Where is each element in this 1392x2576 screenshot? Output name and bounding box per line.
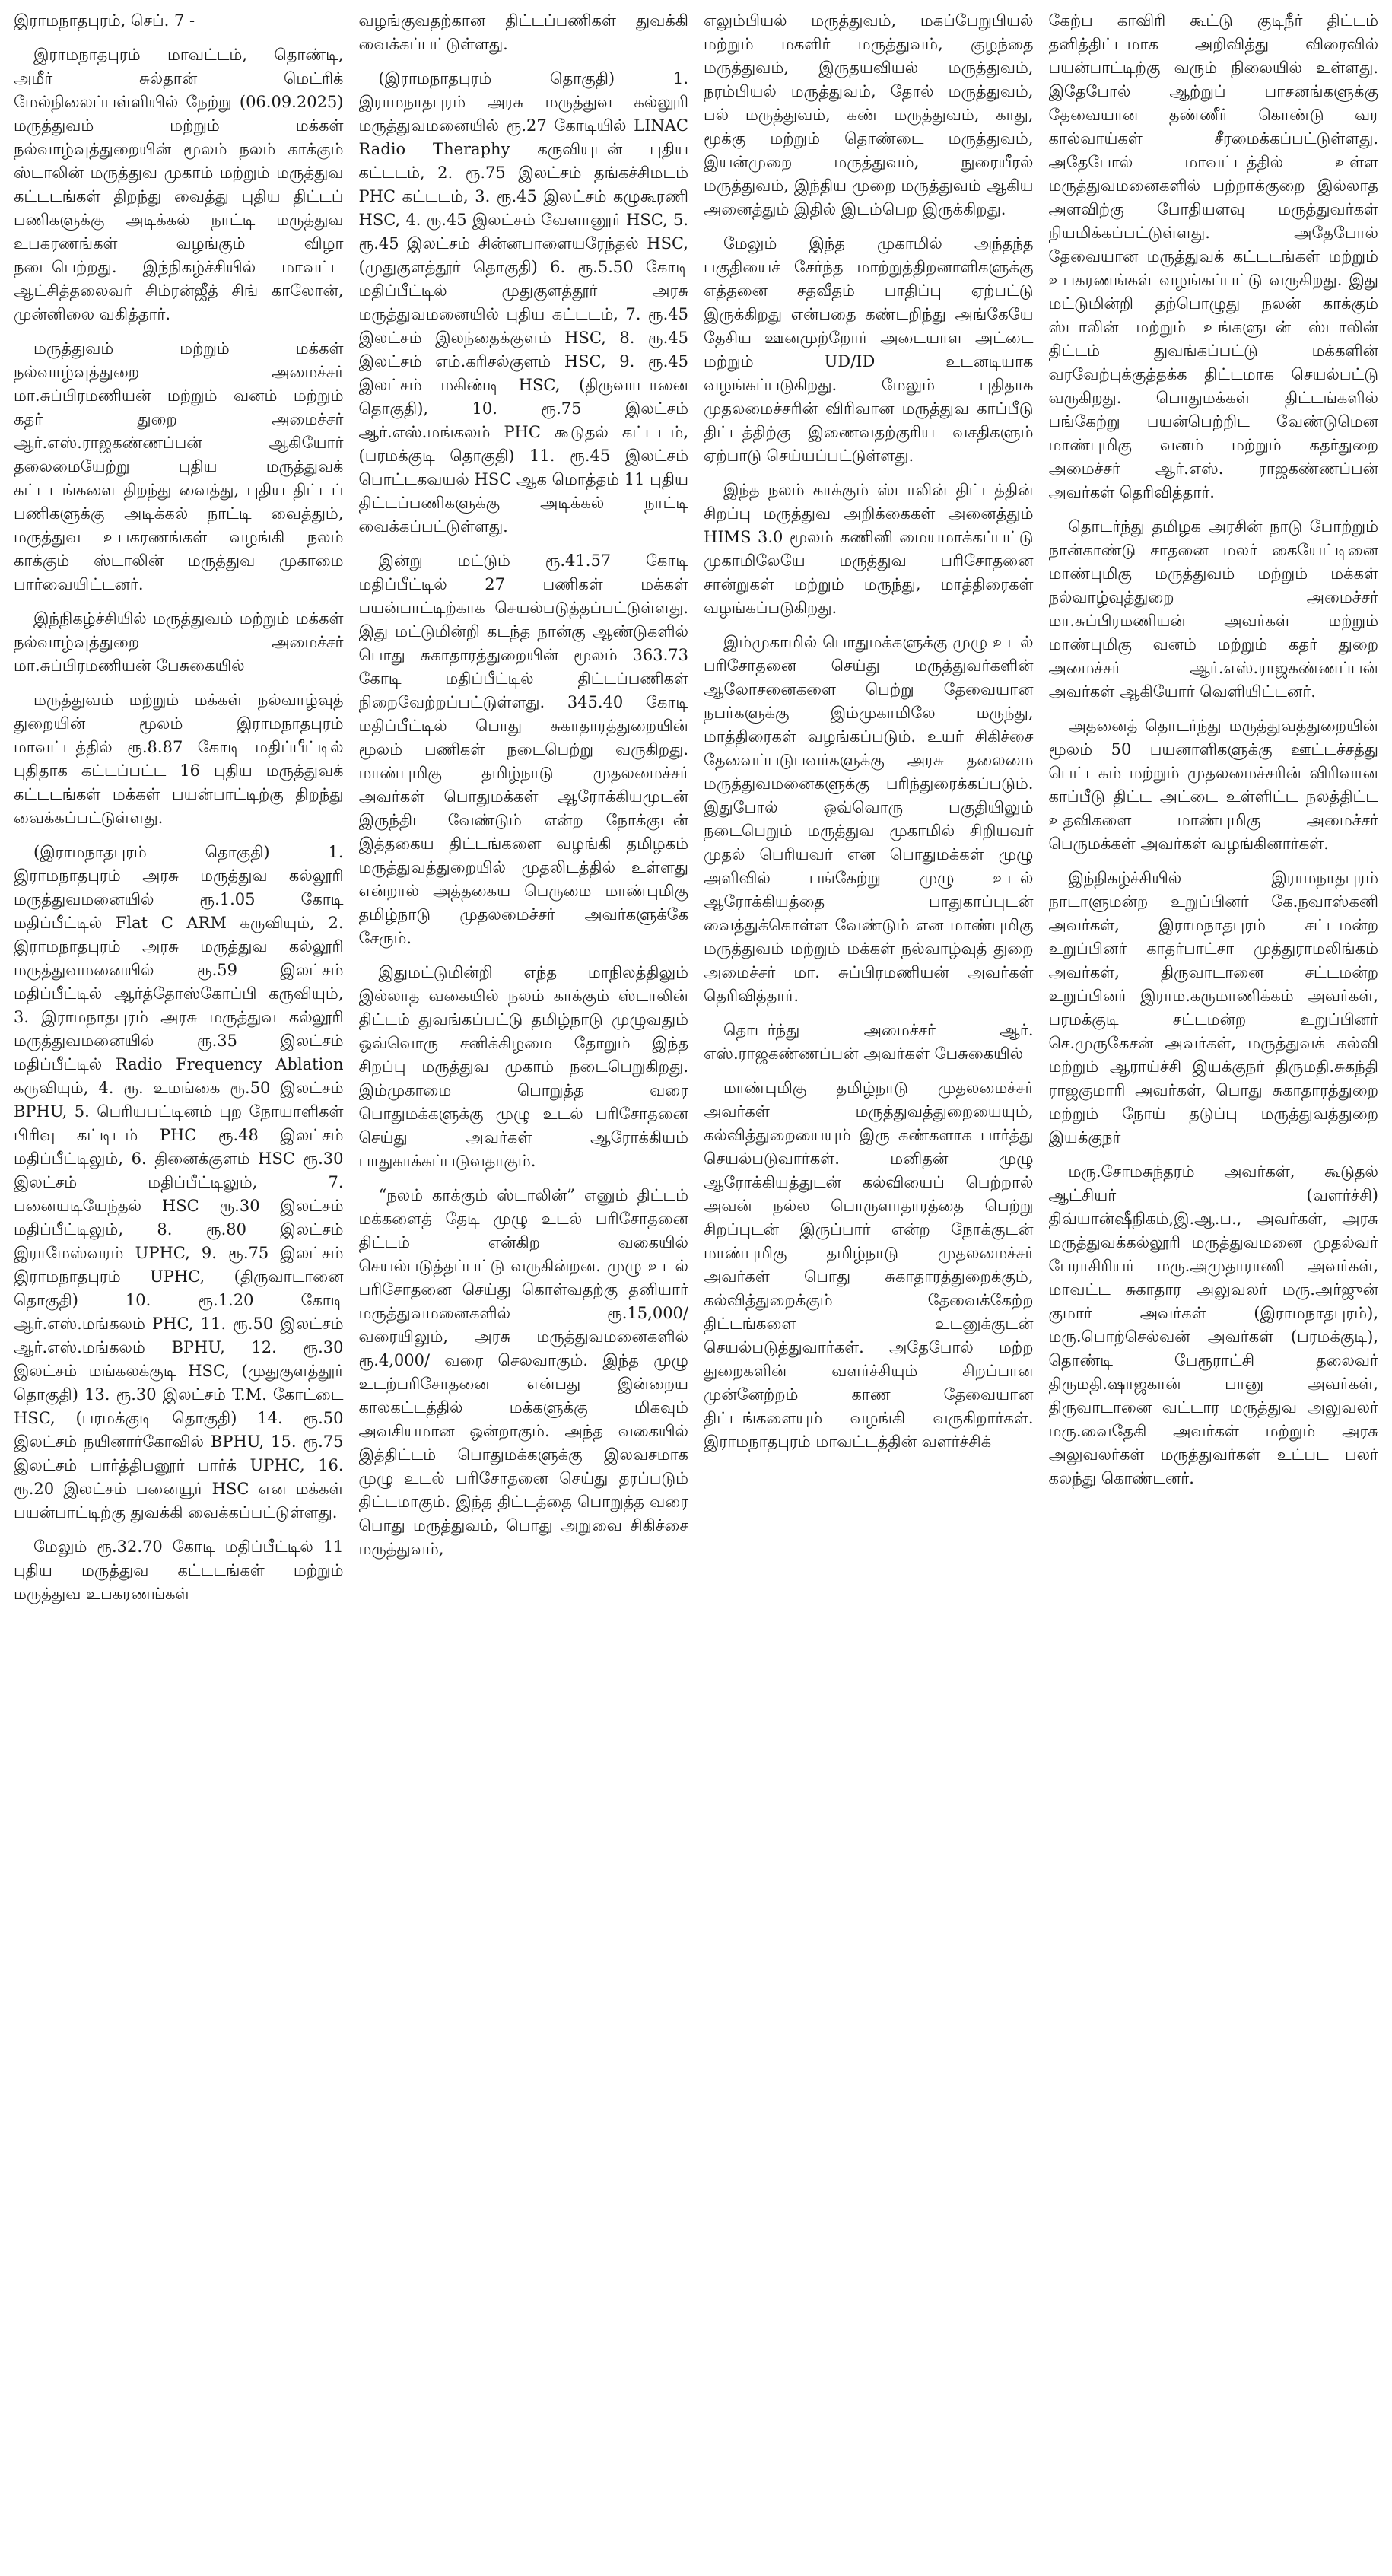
article-paragraph: இந்த நலம் காக்கும் ஸ்டாலின் திட்டத்தின் சிறப்பு மருத்துவ அறிக்கைகள் அனைத்தும் HIMS 3.0 மூலம் கணினி மையமாக்கப்பட்டு முகாமிலேயே மருத்துவ பரிசோதனை சான்றுகள் மற்றும் மருந்து, மாத்திரைகள் வழங்கப்படுகிறது. — [704, 481, 1034, 617]
article-paragraph: (இராமநாதபுரம் தொகுதி) 1. இராமநாதபுரம் அரசு மருத்துவ கல்லூரி மருத்துவமனையில் ரூ.1.05 கோடி மதிப்பீட்டில் Flat C ARM கருவியும், 2. இராமநாதபுரம் அரசு மருத்துவ கல்லூரி மருத்துவமனையில் ரூ.59 இலட்சம் மதிப்பீட்டில் ஆர்த்தோஸ்கோப்பி கருவியும், 3. இராமநாதபுரம் அரசு மருத்துவ கல்லூரி மருத்துவமனையில் ரூ.35 இலட்சம் மதிப்பீட்டில் Radio Frequency Ablation கருவியும், 4. ரூ. உமங்கை ரூ.50 இலட்சம் BPHU, 5. பெரியபட்டினம் புற நோயாளிகள் பிரிவு கட்டிடம் PHC ரூ.48 இலட்சம் மதிப்பீட்டிலும், 6. தினைக்குளம் HSC ரூ.30 இலட்சம் மதிப்பீட்டிலும், 7. பனையடியேந்தல் HSC ரூ.30 இலட்சம் மதிப்பீட்டிலும், 8. ரூ.80 இலட்சம் இராமேஸ்வரம் UPHC, 9. ரூ.75 இலட்சம் இராமநாதபுரம் UPHC, (திருவாடானை தொகுதி) 10. ரூ.1.20 கோடி ஆர்.எஸ்.மங்கலம் PHC, 11. ரூ.50 இலட்சம் ஆர்.எஸ்.மங்கலம் BPHU, 12. ரூ.30 இலட்சம் மங்கலக்குடி HSC, (முதுகுளத்தூர் தொகுதி) 13. ரூ.30 இலட்சம் T.M. கோட்டை HSC, (பரமக்குடி தொகுதி) 14. ரூ.50 இலட்சம் நயினார்கோவில் BPHU, 15. ரூ.75 இலட்சம் பார்த்திபனூர் பார்க் UPHC, 16. ரூ.20 இலட்சம் பனையூர் HSC என மக்கள் பயன்பாட்டிற்கு துவக்கி வைக்கப்பட்டுள்ளது. — [14, 843, 344, 1522]
article-column-3 — [704, 9, 1034, 2576]
dateline: இராமநாதபுரம், செப். 7 - — [14, 11, 195, 30]
article-paragraph: வழங்குவதற்கான திட்டப்பணிகள் துவக்கி வைக்கப்பட்டுள்ளது. — [358, 11, 688, 53]
article-paragraph: (இராமநாதபுரம் தொகுதி) 1. இராமநாதபுரம் அரசு மருத்துவ கல்லூரி மருத்துவமனையில் ரூ.27 கோடியில் LINAC Radio Theraphy கருவியுடன் புதிய கட்டடம், 2. ரூ.75 இலட்சம் தங்கச்சிமடம் PHC கட்டடம், 3. ரூ.45 இலட்சம் கழுகூரணி HSC, 4. ரூ.45 இலட்சம் வேளானூர் HSC, 5. ரூ.45 இலட்சம் சின்னபாளையரேந்தல் HSC, (முதுகுளத்தூர் தொகுதி) 6. ரூ.5.50 கோடி மதிப்பீட்டில் முதுகுளத்தூர் அரசு மருத்துவமனையில் புதிய கட்டடம், 7. ரூ.45 இலட்சம் இலந்தைக்குளம் HSC, 8. ரூ.45 இலட்சம் எம்.கரிசல்குளம் HSC, 9. ரூ.45 இலட்சம் மகிண்டி HSC, (திருவாடானை தொகுதி), 10. ரூ.75 இலட்சம் ஆர்.எஸ்.மங்கலம் PHC கூடுதல் கட்டடம், (பரமக்குடி தொகுதி) 11. ரூ.45 இலட்சம் பொட்டகவயல் HSC ஆக மொத்தம் 11 புதிய திட்டப்பணிகளுக்கு அடிக்கல் நாட்டி வைக்கப்பட்டுள்ளது. — [358, 69, 688, 536]
article-column-1 — [14, 9, 344, 2576]
article-paragraph: தொடர்ந்து தமிழக அரசின் நாடு போற்றும் நான்காண்டு சாதனை மலர் கையேட்டினை மாண்புமிகு மருத்துவம் மற்றும் மக்கள் நல்வாழ்வுத்துறை அமைச்சர் மா.சுப்பிரமணியன் அவர்கள் மற்றும் மாண்புமிகு வனம் மற்றும் கதர் துறை அமைச்சர் ஆர்.எஸ்.ராஜகண்ணப்பன் அவர்கள் ஆகியோர் வெளியிட்டனர். — [1048, 517, 1378, 701]
article-paragraph: மருத்துவம் மற்றும் மக்கள் நல்வாழ்வுத்துறை அமைச்சர் மா.சுப்பிரமணியன் மற்றும் வனம் மற்றும் கதர் துறை அமைச்சர் ஆர்.எஸ்.ராஜகண்ணப்பன் ஆகியோர் தலைமையேற்று புதிய மருத்துவக் கட்டடங்களை திறந்து வைத்து, புதிய திட்டப் பணிகளுக்கு அடிக்கல் நாட்டி வைத்தும், மருத்துவ உபகரணங்கள் வழங்கி நலம் காக்கும் ஸ்டாலின் மருத்துவ முகாமை பார்வையிட்டனர். — [14, 339, 344, 593]
article-paragraph: “நலம் காக்கும் ஸ்டாலின்” எனும் திட்டம் மக்களைத் தேடி முழு உடல் பரிசோதனை திட்டம் என்கிற வகையில் செயல்படுத்தப்பட்டு வருகின்றன. முழு உடல் பரிசோதனை செய்து கொள்வதற்கு தனியார் மருத்துவமனைகளில் ரூ.15,000/ வரையிலும், அரசு மருத்துவமனைகளில் ரூ.4,000/ வரை செலவாகும். இந்த முழு உடற்பரிசோதனை என்பது இன்றைய காலகட்டத்தில் மக்களுக்கு மிகவும் அவசியமான ஒன்றாகும். அந்த வகையில் இத்திட்டம் பொதுமக்களுக்கு இலவசமாக முழு உடல் பரிசோதனை செய்து தரப்படும் திட்டமாகும். இந்த திட்டத்தை பொறுத்த வரை பொது மருத்துவம், பொது அறுவை சிகிச்சை மருத்துவம், — [358, 1186, 688, 1558]
article-paragraph: இராமநாதபுரம் மாவட்டம், தொண்டி, அமீர் சுல்தான் மெட்ரிக் மேல்நிலைப்பள்ளியில் நேற்று (06.09.2025) மருத்துவம் மற்றும் மக்கள் நல்வாழ்வுத்துறையின் மூலம் நலம் காக்கும் ஸ்டாலின் மருத்துவ முகாம் மற்றும் மருத்துவ கட்டடங்கள் திறந்து வைத்து புதிய திட்டப் பணிகளுக்கு அடிக்கல் நாட்டி மருத்துவ உபகரணங்கள் வழங்கும் விழா நடைபெற்றது. இந்நிகழ்ச்சியில் மாவட்ட ஆட்சித்தலைவர் சிம்ரன்ஜீத் சிங் காலோன், முன்னிலை வகித்தார். — [14, 46, 344, 323]
article-paragraph: தொடர்ந்து அமைச்சர் ஆர். எஸ்.ராஜகண்ணப்பன் அவர்கள் பேசுகையில் — [704, 1021, 1034, 1063]
article-paragraph: இதுமட்டுமின்றி எந்த மாநிலத்திலும் இல்லாத வகையில் நலம் காக்கும் ஸ்டாலின் திட்டம் துவங்கப்பட்டு தமிழ்நாடு முழுவதும் ஒவ்வொரு சனிக்கிழமை தோறும் இந்த சிறப்பு மருத்துவ முகாம் நடைபெறுகிறது. இம்முகாமை பொறுத்த வரை பொதுமக்களுக்கு முழு உடல் பரிசோதனை செய்து அவர்கள் ஆரோக்கியம் பாதுகாக்கப்படுவதாகும். — [358, 963, 688, 1170]
article-paragraph: எலும்பியல் மருத்துவம், மகப்பேறுபியல் மற்றும் மகளிர் மருத்துவம், குழந்தை மருத்துவம், இருதயவியல் மருத்துவம், நரம்பியல் மருத்துவம், தோல் மருத்துவம், பல் மருத்துவம், கண் மருத்துவம், காது, மூக்கு மற்றும் தொண்டை மருத்துவம், இயன்முறை மருத்துவம், நுரையீரல் மருத்துவம், இந்திய முறை மருத்துவம் ஆகிய அனைத்தும் இதில் இடம்பெற இருக்கிறது. — [704, 11, 1034, 218]
article-paragraph: மரு.சோமசுந்தரம் அவர்கள், கூடுதல் ஆட்சியர் (வளர்ச்சி) திவ்யான்ஷீநிகம்,இ.ஆ.ப., அவர்கள், அரசு மருத்துவக்கல்லூரி மருத்துவமனை முதல்வர் பேராசிரியர் மரு.அமுதாராணி அவர்கள், மாவட்ட சுகாதார அலுவலர் மரு.அர்ஜுன் குமார் அவர்கள் (இராமநாதபுரம்), மரு.பொற்செல்வன் அவர்கள் (பரமக்குடி), தொண்டி பேரூராட்சி தலைவர் திருமதி.ஷாஜகான் பானு அவர்கள், திருவாடானை வட்டார மருத்துவ அலுவலர் மரு.வைதேகி அவர்கள் மற்றும் அரசு அலுவலர்கள் மருத்துவர்கள் உட்பட பலர் கலந்து கொண்டனர். — [1048, 1162, 1378, 1487]
article-paragraph: மேலும் ரூ.32.70 கோடி மதிப்பீட்டில் 11 புதிய மருத்துவ கட்டடங்கள் மற்றும் மருத்துவ உபகரணங்கள் — [14, 1538, 344, 1603]
article-paragraph: இம்முகாமில் பொதுமக்களுக்கு முழு உடல் பரிசோதனை செய்து மருத்துவர்களின் ஆலோசனைகளை பெற்று தேவையான நபர்களுக்கு இம்முகாமிலே மருந்து, மாத்திரைகள் வழங்கப்படும். உயர் சிகிச்சை தேவைப்படுபவர்களுக்கு அரசு தலைமை மருத்துவமனைகளுக்கு பரிந்துரைக்கப்படும். இதுபோல் ஒவ்வொரு பகுதியிலும் நடைபெறும் மருத்துவ முகாமில் சிறியவர் முதல் பெரியவர் என பொதுமக்கள் முழு அளிவில் பங்கேற்று முழு உடல் ஆரோக்கியத்தை பாதுகாப்புடன் வைத்துக்கொள்ள வேண்டும் என மாண்புமிகு மருத்துவம் மற்றும் மக்கள் நல்வாழ்வுத் துறை அமைச்சர் மா. சுப்பிரமணியன் அவர்கள் தெரிவித்தார். — [704, 633, 1034, 1005]
article-paragraph: கேற்ப காவிரி கூட்டு குடிநீர் திட்டம் தனித்திட்டமாக அறிவித்து விரைவில் பயன்பாட்டிற்கு வரும் நிலையில் உள்ளது. இதேபோல் ஆற்றுப் பாசனங்களுக்கு தேவையான தண்ணீர் கொண்டு வர கால்வாய்கள் சீரமைக்கப்பட்டுள்ளது. அதேபோல் மாவட்டத்தில் உள்ள மருத்துவமனைகளில் பற்றாக்குறை இல்லாத அளவிற்கு போதியளவு மருத்துவர்கள் நியமிக்கப்பட்டுள்ளது. அதேபோல் தேவையான மருத்துவக் கட்டடங்கள் மற்றும் உபகரணங்கள் வழங்கப்பட்டு வருகிறது. இது மட்டுமின்றி தற்பொழுது நலன் காக்கும் ஸ்டாலின் மற்றும் உங்களுடன் ஸ்டாலின் திட்டம் துவங்கப்பட்டு மக்களின் வரவேற்புக்குத்தக்க திட்டமாக செயல்பட்டு வருகிறது. பொதுமக்கள் திட்டங்களில் பங்கேற்று பயன்பெற்றிட வேண்டுமென மாண்புமிகு வனம் மற்றும் கதர்துறை அமைச்சர் ஆர்.எஸ். ராஜகண்ணப்பன் அவர்கள் தெரிவித்தார். — [1048, 11, 1378, 501]
article-column-2 — [359, 9, 689, 2576]
article-paragraph: இந்நிகழ்ச்சியில் மருத்துவம் மற்றும் மக்கள் நல்வாழ்வுத்துறை அமைச்சர் மா.சுப்பிரமணியன் பேசுகையில் — [14, 609, 344, 675]
article-column-4 — [1049, 9, 1379, 2576]
article-paragraph: இந்நிகழ்ச்சியில் இராமநாதபுரம் நாடாளுமன்ற உறுப்பினர் கே.நவாஸ்கனி அவர்கள், இராமநாதபுரம் சட்டமன்ற உறுப்பினர் காதர்பாட்சா முத்துராமலிங்கம் அவர்கள், திருவாடானை சட்டமன்ற உறுப்பினர் இராம.கருமாணிக்கம் அவர்கள், பரமக்குடி சட்டமன்ற உறுப்பினர் செ.முருகேசன் அவர்கள், மருத்துவக் கல்வி மற்றும் ஆராய்ச்சி இயக்குநர் திருமதி.சுகந்தி ராஜகுமாரி அவர்கள், பொது சுகாதாரத்துறை மற்றும் நோய் தடுப்பு மருத்துவத்துறை இயக்குநர் — [1048, 869, 1378, 1146]
article-paragraph: மாண்புமிகு தமிழ்நாடு முதலமைச்சர் அவர்கள் மருத்துவத்துறையையும், கல்வித்துறையையும் இரு கண்களாக பார்த்து செயல்படுவார்கள். மனிதன் முழு ஆரோக்கியத்துடன் கல்வியைப் பெற்றால் அவன் நல்ல பொருளாதாரத்தை பெற்று சிறப்புடன் இருப்பார் என்ற நோக்குடன் மாண்புமிகு தமிழ்நாடு முதலமைச்சர் அவர்கள் பொது சுகாதாரத்துறைக்கும், கல்வித்துறைக்கும் தேவைக்கேற்ற திட்டங்களை உடனுக்குடன் செயல்படுத்துவார்கள். அதேபோல் மற்ற துறைகளின் வளர்ச்சியும் சிறப்பான முன்னேற்றம் காண தேவையான திட்டங்களையும் வழங்கி வருகிறார்கள். இராமநாதபுரம் மாவட்டத்தின் வளர்ச்சிக் — [704, 1079, 1034, 1451]
article-paragraph: இன்று மட்டும் ரூ.41.57 கோடி மதிப்பீட்டில் 27 பணிகள் மக்கள் பயன்பாட்டிற்காக செயல்படுத்தப்பட்டுள்ளது. இது மட்டுமின்றி கடந்த நான்கு ஆண்டுகளில் பொது சுகாதாரத்துறையின் மூலம் 363.73 கோடி மதிப்பீட்டில் திட்டப்பணிகள் நிறைவேற்றப்பட்டுள்ளது. 345.40 கோடி மதிப்பீட்டில் பொது சுகாதாரத்துறையின் மூலம் பணிகள் நடைபெற்று வருகிறது. மாண்புமிகு தமிழ்நாடு முதலமைச்சர் அவர்கள் பொதுமக்கள் ஆரோக்கியமுடன் இருந்திட வேண்டும் என்ற நோக்குடன் இத்தகைய திட்டங்களை வழங்கி தமிழகம் மருத்துவத்துறையில் முதலிடத்தில் உள்ளது என்றால் அத்தகைய பெருமை மாண்புமிகு தமிழ்நாடு முதலமைச்சர் அவர்களுக்கே சேரும். — [358, 552, 688, 947]
article-paragraph: மேலும் இந்த முகாமில் அந்தந்த பகுதியைச் சேர்ந்த மாற்றுத்திறனாளிகளுக்கு எத்தனை சதவீதம் பாதிப்பு ஏற்பட்டு இருக்கிறது என்பதை கண்டறிந்து அங்கேயே தேசிய ஊனமுற்றோர் அடையாள அட்டை மற்றும் UD/ID உடனடியாக வழங்கப்படுகிறது. மேலும் புதிதாக முதலமைச்சரின் விரிவான மருத்துவ காப்பீடு திட்டத்திற்கு இணைவதற்குரிய வசதிகளும் ஏற்பாடு செய்யப்பட்டுள்ளது. — [704, 234, 1034, 465]
article-paragraph: மருத்துவம் மற்றும் மக்கள் நல்வாழ்வுத் துறையின் மூலம் இராமநாதபுரம் மாவட்டத்தில் ரூ.8.87 கோடி மதிப்பீட்டில் புதிதாக கட்டப்பட்ட 16 புதிய மருத்துவக் கட்டடங்கள் மக்கள் பயன்பாட்டிற்கு திறந்து வைக்கப்பட்டுள்ளது. — [14, 691, 344, 827]
article-paragraph: அதனைத் தொடர்ந்து மருத்துவத்துறையின் மூலம் 50 பயனாளிகளுக்கு ஊட்டச்சத்து பெட்டகம் மற்றும் முதலமைச்சரின் விரிவான காப்பீடு திட்ட அட்டை உள்ளிட்ட நலத்திட்ட உதவிகளை மாண்புமிகு அமைச்சர் பெருமக்கள் அவர்கள் வழங்கினார்கள். — [1048, 717, 1378, 853]
